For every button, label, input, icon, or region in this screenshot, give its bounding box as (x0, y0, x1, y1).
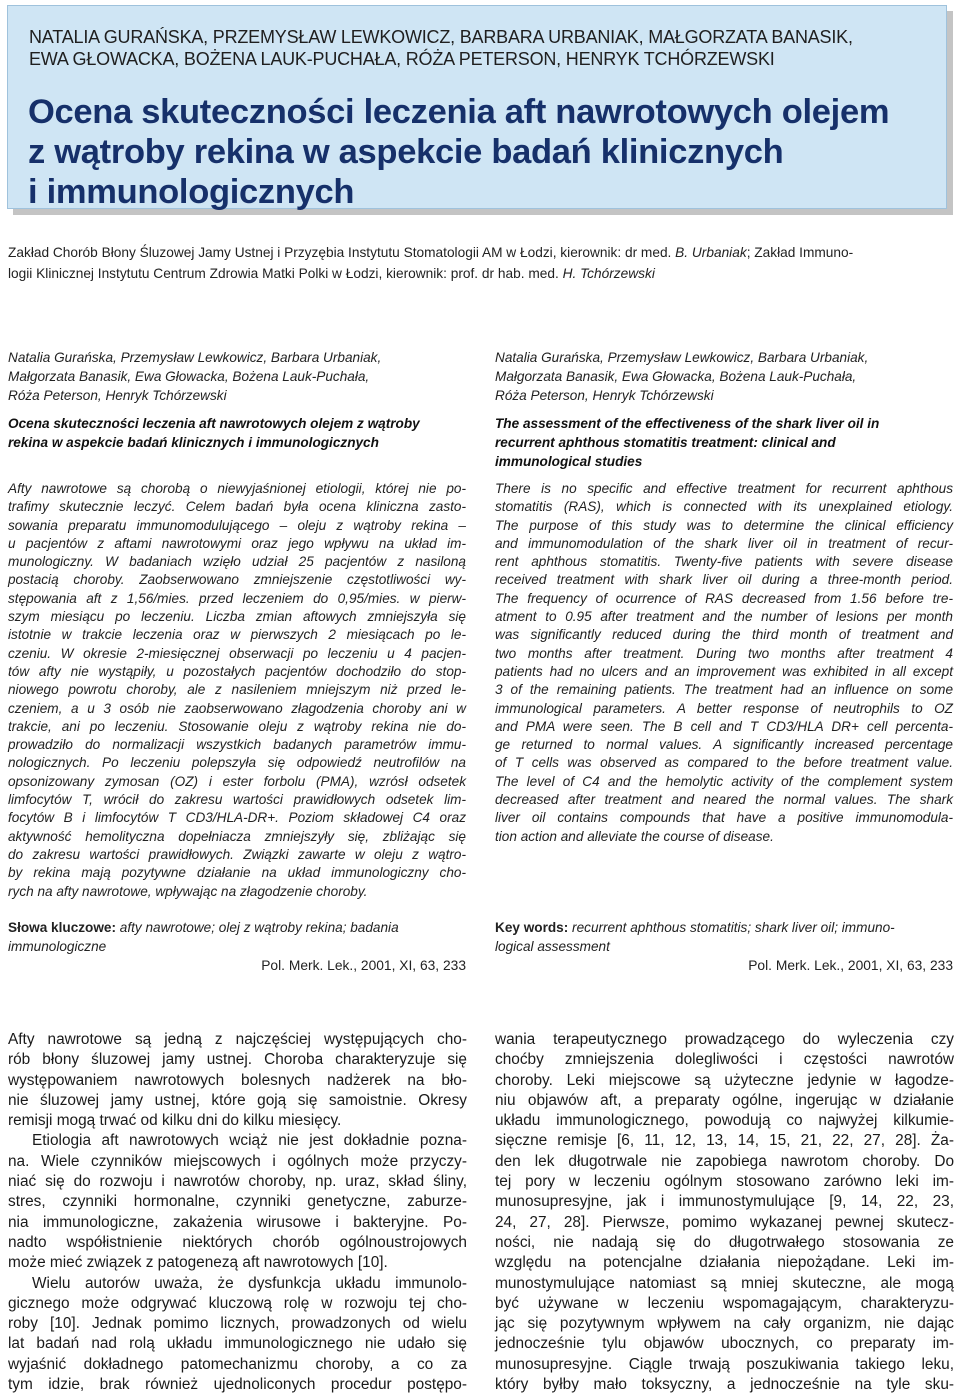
abstract-body-line: atment to 0.95 after treatment and the number of lesions per month (495, 609, 953, 625)
affiliation-text: Zakład Chorób Błony Śluzowej Jamy Ustnej i Przyzębia Instytutu Stomatologii AM w Łodzi, kierownik: dr med. (8, 245, 676, 260)
body-line: Wielu autorów uważa, że dysfunkcja układu immunolo- (32, 1274, 467, 1292)
body-line: munosupresyjne, jak i immunostymulujące [9, 14, 22, 23, (495, 1193, 954, 1211)
body-line: Afty nawrotowe są jedną z najczęściej występujących cho- (8, 1031, 467, 1048)
body-line: remisji mogą trwać od kilku dni do kilku miesięcy. (8, 1112, 342, 1130)
header-authors-line: EWA GŁOWACKA, BOŻENA LAUK-PUCHAŁA, RÓŻA PETERSON, HENRYK TCHÓRZEWSKI (29, 49, 775, 69)
abstract-body-line: decreased after treatment and neared the normal values. The shark (495, 792, 953, 808)
header-box (7, 5, 947, 209)
abstract-body-line: The purpose of this study was to determine the clinical efficiency (495, 517, 953, 533)
abstract-pl-keywords (8, 918, 466, 956)
abstract-title-line: The assessment of the effectiveness of the shark liver oil in (495, 416, 880, 431)
affiliation-head: B. Urbaniak (675, 245, 747, 260)
abstract-title-line: immunological studies (495, 454, 643, 469)
body-line: jąc się pozytywnym wpływem na cały organizm, nie dając (495, 1315, 954, 1333)
keywords-text: afty nawrotowe; olej z wątroby rekina; badania (116, 920, 399, 935)
body-line: rób błony śluzowej jamy ustnej. Choroba charakteryzuje się (8, 1051, 467, 1069)
body-line: niu objawów aft, a preparaty ogólne, ingerując w działanie (495, 1091, 954, 1109)
abstract-body-line: rent aphthous stomatitis. Twenty-five patients with severe disease (495, 554, 953, 570)
abstract-body-line: aktywność hemolityczna dopełniacza zmniejszyły się, zbliżając się (8, 828, 466, 844)
article-title-line: i immunologicznych (28, 173, 355, 211)
abstract-body-line: was significantly reduced during the third month of treatment and (495, 627, 953, 643)
abstract-line: Natalia Gurańska, Przemysław Lewkowicz, Barbara Urbaniak, (495, 350, 869, 365)
header-authors (29, 26, 939, 70)
abstract-body-line: u pacjentów z aftami nawrotowymi oraz jego wpływu na układ im- (8, 535, 466, 551)
body-column-left (8, 1030, 467, 1395)
body-line: układu immunologicznego, powodują co najwyżej kilkumie- (495, 1112, 954, 1130)
body-line: sięczne remisje [6, 11, 12, 13, 14, 15, 21, 22, 27, 28]. Ża- (495, 1132, 954, 1150)
abstract-en-body (495, 480, 953, 846)
abstract-pl-body (8, 480, 466, 901)
body-line: den lek długotrwale nie zapobiega nawrotom choroby. Do (495, 1152, 954, 1170)
abstract-body-line: rych na afty nawrotowe, wpływając na złagodzenie choroby. (8, 883, 368, 899)
body-line: choćby zmniejszenia dolegliwości i częstości nawrotów (495, 1051, 954, 1069)
abstract-line: Małgorzata Banasik, Ewa Głowacka, Bożena Lauk-Puchała, (8, 369, 370, 384)
abstract-body-line: sowania preparatu immunomodulującego – oleju z wątroby rekina – (8, 517, 466, 533)
body-line: jednocześnie tylu objawów ubocznych, co preparaty im- (495, 1335, 954, 1353)
abstract-body-line: stomatitis (RAS), which is connected with its unexplained etiology. (495, 499, 953, 515)
abstract-en-title (495, 414, 879, 471)
abstract-body-line: postacią choroby. Zaobserwowano zmniejszenie częstotliwości wy- (8, 572, 466, 588)
abstract-pl-authors (8, 348, 381, 405)
body-line: nia immunologiczne, zakażenia wirusowe i bakteryjne. Po- (8, 1213, 467, 1231)
abstract-body-line: czeniu. W okresie 2-miesięcznej obserwacji po leczeniu u 4 pacjen- (8, 645, 466, 661)
abstract-en-citation: Pol. Merk. Lek., 2001, XI, 63, 233 (748, 958, 953, 973)
abstract-body-line: focytów B i limfocytów T CD3/HLA-DR+. Poziom składowej C4 oraz (8, 810, 466, 826)
abstract-body-line: stępowania aft z 1,56/mies. przed leczeniem do 0,95/mies. w pierw- (8, 590, 466, 606)
body-column-right (495, 1030, 954, 1395)
keywords-line (495, 918, 953, 937)
keywords-label: Key words: (495, 920, 569, 935)
abstract-pl-title (8, 414, 420, 452)
affiliation-line (8, 263, 958, 284)
keywords-text: logical assessment (495, 939, 610, 954)
header-authors-line: NATALIA GURAŃSKA, PRZEMYSŁAW LEWKOWICZ, BARBARA URBANIAK, MAŁGORZATA BANASIK, (29, 27, 853, 47)
affiliation-text: ; Zakład Immuno- (746, 245, 854, 260)
abstract-body-line: opsonizowany zymosan (OZ) i ester forbolu (PMA), wzrósł odsetek (8, 773, 466, 789)
body-line: nie śluzowej jamy ustnej, które goją się samoistnie. Okresy (8, 1091, 467, 1109)
keywords-line (8, 918, 466, 937)
article-title (28, 92, 938, 212)
abstract-body-line: The level of C4 and the hemolytic activity of the complement system (495, 773, 953, 789)
abstract-body-line: nologicznych. Po leczeniu polepszyła się odpowiedź neutrofilów na (8, 755, 466, 771)
abstract-body-line: munologiczny. W badaniach wzięło udział 25 pacjentów z nasiloną (8, 554, 466, 570)
keywords-text: immunologiczne (8, 939, 107, 954)
keywords-text: recurrent aphthous stomatitis; shark liver oil; immuno- (568, 920, 895, 935)
affiliation-text: logii Klinicznej Instytutu Centrum Zdrowia Matki Polki w Łodzi, kierownik: prof. dr hab. med. (8, 266, 563, 281)
abstract-body-line: istotnie w trakcie leczenia oraz w pierwszych 2 miesiącach po le- (8, 627, 466, 643)
abstract-body-line: patients had no ulcers and an improvement was exhibited in all except (495, 663, 953, 679)
body-line: na. Wiele czynników miejscowych i ogólnych może przyczy- (8, 1152, 467, 1170)
abstract-title-line: Ocena skuteczności leczenia aft nawrotowych olejem z wątroby (8, 416, 420, 431)
abstract-body-line: Afty nawrotowe są chorobą o niewyjaśnionej etiologii, której nie po- (8, 481, 466, 496)
abstract-body-line: received treatment with shark liver oil during a three-month period. (495, 572, 953, 588)
body-line: gicznego może odgrywać kluczową rolę w rozwoju tej cho- (8, 1294, 467, 1312)
abstract-body-line: trafimy skutecznie leczyć. Celem badań była ocena kliniczna zasto- (8, 499, 466, 515)
body-line: lat badań nad rolą układu immunologicznego nie udało się (8, 1335, 467, 1353)
abstract-title-line: rekina w aspekcie badań klinicznych i immunologicznych (8, 435, 379, 450)
body-line: wania terapeutycznego prowadzącego do wyleczenia czy (495, 1031, 954, 1048)
body-line: stres, czynniki hormonalne, czynniki genetyczne, zaburze- (8, 1193, 467, 1211)
abstract-body-line: and PMA were seen. The B cell and T CD3/HLA DR+ cell percenta- (495, 718, 953, 734)
body-line: roby [10]. Jednak pomimo licznych, prowadzonych od wielu (8, 1315, 467, 1333)
body-line: może mieć związek z patogenezą aft nawrotowych [10]. (8, 1254, 388, 1272)
abstract-body-line: tów afty nie wystąpiły, u pozostałych pacjentów dochodziło do stop- (8, 663, 466, 679)
body-line: nadto współistnienie niektórych chorób ogólnoustrojowych (8, 1233, 467, 1251)
body-line: tym idzie, brak również ujednoliconych procedur postępo- (8, 1376, 467, 1394)
body-line: munostymulujące natomiast są mniej skuteczne, ale mogą (495, 1274, 954, 1292)
abstract-line: Natalia Gurańska, Przemysław Lewkowicz, Barbara Urbaniak, (8, 350, 382, 365)
abstract-line: Małgorzata Banasik, Ewa Głowacka, Bożena Lauk-Puchała, (495, 369, 857, 384)
body-line: munosupresyjne. Ciągle trwają poszukiwania takiego leku, (495, 1355, 954, 1373)
abstract-en-keywords (495, 918, 953, 956)
affiliation (8, 242, 958, 284)
abstract-body-line: prowadziło do normalizacji wszystkich badanych parametrów immu- (8, 737, 466, 753)
abstract-body-line: There is no specific and effective treatment for recurrent aphthous (495, 481, 953, 496)
body-line: który byłby mało toksyczny, a jednocześnie na tyle sku- (495, 1376, 954, 1394)
affiliation-line (8, 242, 958, 263)
abstract-body-line: do zakresu wartości prawidłowych. Związki zawarte w oleju z wątro- (8, 846, 466, 862)
abstract-title-line: recurrent aphthous stomatitis treatment: clinical and (495, 435, 836, 450)
abstract-body-line: immunological parameters. A better response of neutrophils to OZ (495, 700, 953, 716)
body-line: być używane w leczeniu wspomagającym, charakteryzu- (495, 1294, 954, 1312)
body-line: tej pory w leczeniu ogólnym stosowano zarówno leki im- (495, 1173, 954, 1191)
abstract-pl-citation: Pol. Merk. Lek., 2001, XI, 63, 233 (261, 958, 466, 973)
body-line: wyjaśnić dokładnego patomechanizmu choroby, a co za (8, 1355, 467, 1373)
abstract-body-line: 3 of the remaining patients. The treatment had an influence on some (495, 682, 953, 698)
body-line: Etiologia aft nawrotowych wciąż nie jest dokładnie pozna- (32, 1132, 467, 1150)
affiliation-head: H. Tchórzewski (562, 266, 655, 281)
article-title-line: Ocena skuteczności leczenia aft nawrotowych olejem (28, 93, 890, 131)
abstract-body-line: niowego powrotu choroby, ale z nasileniem mniejszym niż przed le- (8, 682, 466, 698)
body-line: choroby. Leki miejscowe są użyteczne jedynie w łagodze- (495, 1071, 954, 1089)
abstract-body-line: czeniem, a u 3 osób nie zaobserwowano złagodzenia choroby ani w (8, 700, 466, 716)
keywords-label: Słowa kluczowe: (8, 920, 117, 935)
abstract-line: Róża Peterson, Henryk Tchórzewski (495, 388, 714, 403)
body-line: niać się do rozwoju i nawrotów choroby, np. uraz, skład śliny, (8, 1173, 467, 1191)
abstract-body-line: ge returned to normal values. A significantly increased percentage (495, 737, 953, 753)
article-title-line: z wątroby rekina w aspekcie badań klinicznych (28, 133, 784, 171)
abstract-body-line: limfocytów T, wrócił do zakresu wartości prawidłowych odsetek lim- (8, 792, 466, 808)
abstract-body-line: tion action and alleviate the course of disease. (495, 828, 774, 844)
abstract-body-line: of T cells was observed as compared to the before treatment value. (495, 755, 953, 771)
abstract-body-line: szym miesiącu po leczeniu. Liczba zmian aftowych zmniejszyła się (8, 609, 466, 625)
abstract-body-line: and immunomodulation of the shark liver oil in treatment of recur- (495, 535, 953, 551)
abstract-line: Róża Peterson, Henryk Tchórzewski (8, 388, 227, 403)
body-line: względu na potencjalne działania niepożądane. Leki im- (495, 1254, 954, 1272)
abstract-body-line: liver oil contains compounds that have a positive immunomodula- (495, 810, 953, 826)
body-line: występowaniem nawrotowych bolesnych nadżerek na bło- (8, 1071, 467, 1089)
abstract-en-authors (495, 348, 868, 405)
body-line: 24, 27, 28]. Pierwsze, pomimo wykazanej pewnej skutecz- (495, 1213, 954, 1231)
abstract-body-line: The frequency of ocurrence of RAS decreased from 1.56 before tre- (495, 590, 953, 606)
abstract-body-line: two months after treatment. During two months after treatment 4 (495, 645, 953, 661)
abstract-body-line: trakcie, ani po leczeniu. Stosowanie oleju z wątroby rekina nie do- (8, 718, 466, 734)
body-line: ności, nie nadają się do długotrwałego stosowania ze (495, 1233, 954, 1251)
abstract-body-line: by rekina mają pozytywne działanie na układ immunologiczny cho- (8, 865, 466, 881)
